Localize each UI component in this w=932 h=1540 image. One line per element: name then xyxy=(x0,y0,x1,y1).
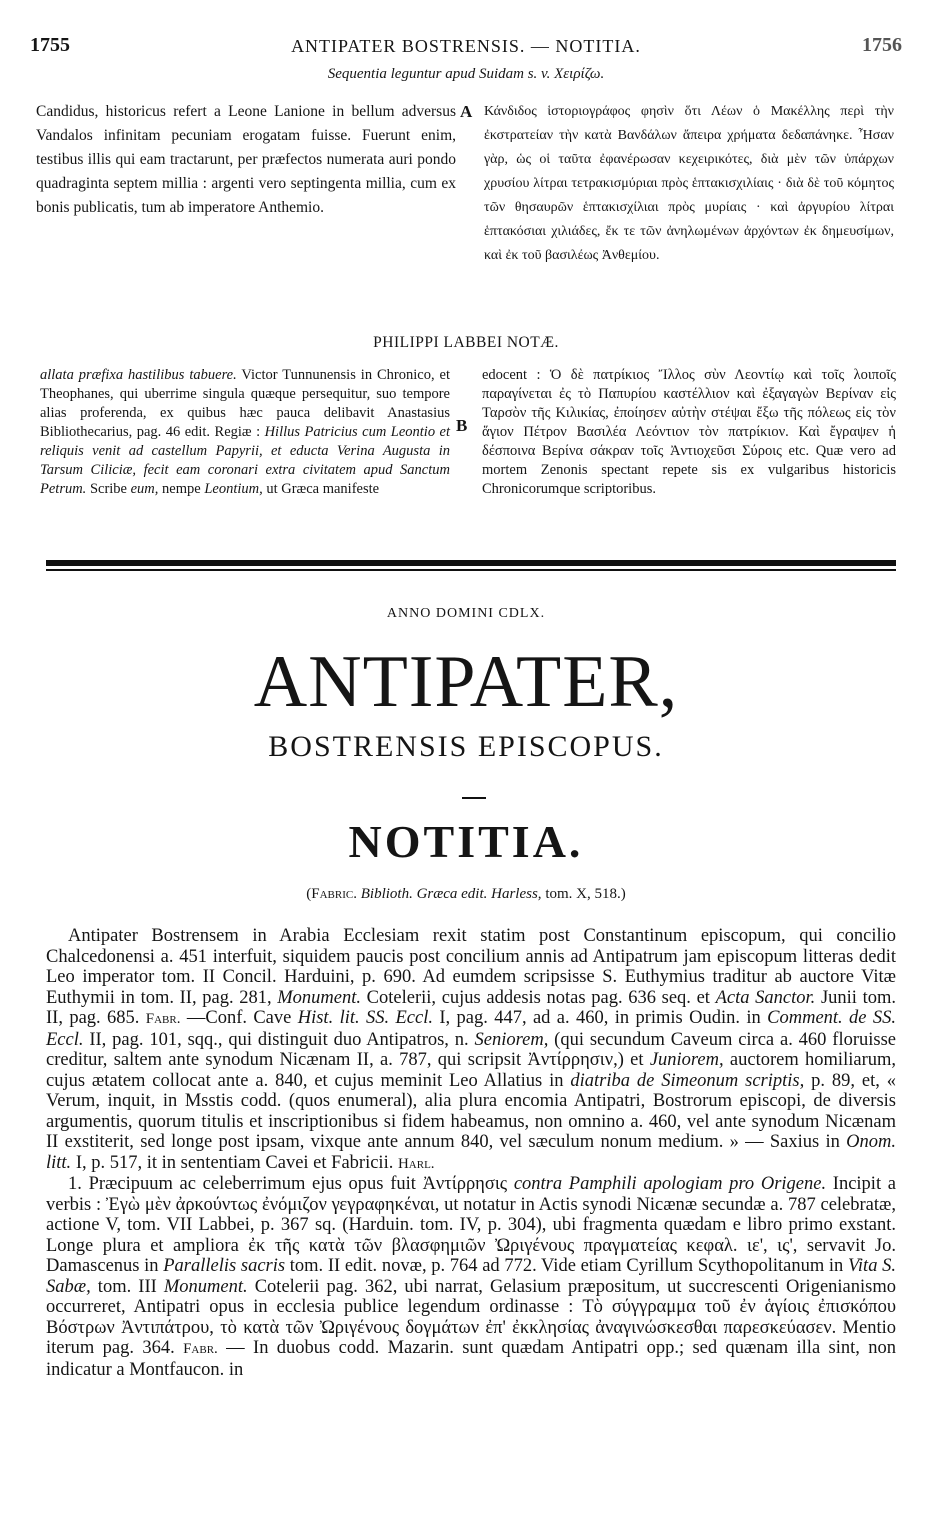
text-run: ut Græca manifeste xyxy=(262,481,380,497)
text-run: p. 89, et, « Verum, inquit, in Msstis codd. (quos enumeral), alia plura encomia Antipatri, Bostrorum episcopi, de diversis argumentis, quorum titulis et inscriptionibus si fidem habeamus, non omnino a. 460, vel ante synodum Nicænam II exstiterit, sed longe post ipsam, vixque ante annum 840, vel sæculum nonum medium. » — Saxius in xyxy=(46,1070,896,1152)
subtitle: BOSTRENSIS EPISCOPUS. xyxy=(268,730,664,763)
notes-right-column: edocent : Ὁ δὲ πατρίκιος Ἴλλος σὺν Λεοντίῳ καὶ τοῖς λοιποῖς παραγίνεται ἐς τὸ Παπυρίου καστέλλιον καὶ ἐξαγαγὼν Βερίναν εἰς Ταρσὸν τῆς Κιλικίας, ἐποίησεν αὐτὴν στέψαι ἔξω τῆς πόλεως εἰς τὸν ἅγιον Πέτρον Βασιλέα Λεόντιον τὸν πατρίκιον. Καὶ ἔγραψεν ἡ δέσποινα Βερίνα σάκραν τοῖς Ἀντιοχεῦσι Σύροις etc. Quæ vero ad mortem Zenonis spectant repete sis ex vulgaribus historicis Chronicorumque scriptoribus. xyxy=(482,367,896,497)
smallcaps-run: Fabr. xyxy=(183,1341,218,1357)
italic-run: Monument. xyxy=(277,987,362,1008)
main-body-text xyxy=(46,926,896,1380)
italic-run: Biblioth. Græca edit. Harless, xyxy=(356,886,542,902)
body-paragraph xyxy=(46,1174,896,1380)
italic-run: Hillus Patricius cum Leontio et reliquis venit ad castellum Papyrii, et educta Verina Augusta in Tarsum Ciliciæ, fecit eam coronari extra civitatem apud Sanctum Petrum. xyxy=(40,424,451,497)
running-header xyxy=(30,34,902,60)
running-subheading: Sequentia leguntur apud Suidam s. v. Χειρίζω. xyxy=(327,66,605,82)
greek-column-top: Κάνδιδος ἱστοριογράφος φησὶν ὅτι Λέων ὁ Μακέλλης περὶ τὴν ἐκστρατείαν τὴν κατὰ Βανδάλων ἄπειρα χρήματα δεδαπάνηκε. Ἦσαν γὰρ, ὡς οἱ ταῦτα ἐφανέρωσαν κεχειρικότες, διὰ μὲν τῶν ὑπάρχων χρυσίου λίτραι τετρακισμύριαι πρὸς ἑπτακισχιλίαις · διὰ δὲ τοῦ κόμητος τῶν θησαυρῶν ἑπτακισχίλιαι πρὸς μυρίαις · καὶ ἀργυρίου λίτραι ἑπτακόσιαι χιλιάδες, ἔκ τε τῶν ἀνηλωμένων ἀρχόντων ἐκ δημευσίμων, καὶ ἐκ τοῦ βασιλέως Ἀνθεμίου. xyxy=(484,104,894,263)
running-title: ANTIPATER BOSTRENSIS. — NOTITIA. xyxy=(291,36,641,56)
latin-column-top: Candidus, historicus refert a Leone Lanione in bellum adversus Vandalos infinitam pecuniam erogatam fuisse. Fuerunt enim, testibus illis qui eam tractarunt, per præfectos numerata auri pondo quadraginta septem millia : argenti vero septingenta millia, cum ex bonis publicatis, tum ab imperatore Anthemio. xyxy=(36,103,456,216)
italic-run: Comment. de SS. Eccl. xyxy=(46,1008,896,1050)
italic-run: eum, xyxy=(130,481,159,497)
text-run: — In duobus codd. Mazarin. sunt quædam Antipatri opp.; sed quænam illa sint, non indicatur a Montfaucon. in xyxy=(46,1338,896,1380)
italic-run: Leontium, xyxy=(204,481,263,497)
text-run: nempe xyxy=(158,481,205,497)
text-run: Antipater Bostrensem in Arabia Ecclesiam rexit statim post Constantinum episcopum, qui concilio Chalcedonensi a. 451 interfuit, siquidem paucis post concilium annis ad Antipatrum jam episcopum litteras dedit Leo imperator tom. II Concil. Harduini, p. 690. Ad eumdem scripsisse S. Euthymius traditur ab auctore Vitæ Euthymii in tom. II, pag. 281, xyxy=(46,926,896,1008)
page-number-right: 1756 xyxy=(862,34,902,56)
year-line: ANNO DOMINI CDLX. xyxy=(386,606,546,621)
text-run: auctorem homiliarum, cujus ætatem collocat ante a. 840, et cujus meminit Leo Allatius in xyxy=(46,1050,896,1091)
italic-run: Onom. litt. xyxy=(46,1132,896,1173)
text-run: 1. Præcipuum ac celeberrimum ejus opus fuit Ἀντίρρησις xyxy=(68,1174,514,1194)
italic-run: allata præfixa hastilibus tabuere. xyxy=(40,367,237,383)
smallcaps-run: Fabr. xyxy=(145,1011,181,1027)
italic-run: Monument. xyxy=(163,1276,248,1297)
column-marker-a: A xyxy=(460,102,473,121)
text-run: tom. III xyxy=(90,1276,164,1297)
italic-run: Hist. lit. SS. Eccl. xyxy=(297,1008,433,1028)
text-run: Victor Tunnunensis in Chronico, et Theophanes, qui uberrime singula quæque persequitur, suo tempore alias proferenda, ex quibus hæc pauca delibavit Anastasius Bibliothecarius, pag. 46 edit. Regiæ : xyxy=(40,367,450,440)
notes-left-column xyxy=(40,366,450,499)
italic-run: Acta Sanctor. xyxy=(715,987,816,1008)
column-marker-b: B xyxy=(456,416,468,435)
text-run: Junii tom. II, pag. 685. xyxy=(46,987,896,1028)
body-paragraph xyxy=(46,926,896,1174)
text-run: Incipit a verbis : Ἐγὼ μὲν ἀρκούντως ἐνόμιζον γεγραφηκέναι, ut notatur in Actis synodi Nicænæ secundæ a. 787 celebratæ, actione V, tom. VII Labbei, p. 367 sq. (Harduin. tom. IV, p. 304), ubi fragmenta quædam e libro primo exstant. Longe plura et ampliora ἐκ τῆς κατὰ τῶν βλασφημιῶν Ὠριγένους πραγματείας κεφαλ. ιε', ις', servavit Jo. Damascenus in xyxy=(46,1174,896,1276)
text-run: Cotelerii, cujus addesis notas pag. 636 seq. et xyxy=(361,987,716,1008)
text-run: (qui secundum Caveum circa a. 460 floruisse creditur, saltem ante synodum Nicænam II, a. 787, qui scripsit Ἀντίρρησιν,) et xyxy=(46,1029,896,1070)
page-number-left: 1755 xyxy=(30,34,70,56)
italic-run: diatriba de Simeonum scriptis, xyxy=(570,1070,805,1091)
text-run: I, p. 517, it in sententiam Cavei et Fabricii. xyxy=(71,1152,398,1173)
text-run: tom. X, 518.) xyxy=(541,886,626,902)
text-run: ( xyxy=(306,886,312,902)
section-divider-heavy xyxy=(46,560,896,566)
source-citation xyxy=(0,886,932,903)
italic-run: Seniorem, xyxy=(474,1029,549,1050)
text-run: II, pag. 101, sqq., qui distinguit duo Antipatros, n. xyxy=(83,1029,475,1050)
text-run: Cotelerii pag. 362, ubi narrat, Gelasium præpositum, ut succrescenti Origenianismo occurreret, Antipatri opus in ecclesia publice legendum ordinasse : Τὸ σύγγραμμα τοῦ ἐν ἁγίοις ἐπισκόπου Βόστρων Ἀντιπάτρου, τὸ κατὰ τῶν Ὠριγένους δογμάτων ἐπ' ἐκκλησίας ἀναγινώσκεσθαι παρεσκεύασεν. Mentio iterum pag. 364. xyxy=(46,1276,896,1358)
section-divider-thin xyxy=(46,569,896,571)
notes-heading: PHILIPPI LABBEI NOTÆ. xyxy=(373,334,559,351)
text-run: —Conf. Cave xyxy=(180,1008,298,1028)
smallcaps-run: Fabric. xyxy=(311,886,357,902)
notitia-heading: NOTITIA. xyxy=(348,816,584,867)
text-run: Scribe xyxy=(86,481,131,497)
main-title: ANTIPATER, xyxy=(253,641,679,723)
italic-run: Juniorem, xyxy=(649,1050,724,1070)
italic-run: contra Pamphili apologiam pro Origene. xyxy=(513,1174,827,1194)
italic-run: Vita S. Sabæ, xyxy=(46,1256,896,1297)
italic-run: Parallelis sacris xyxy=(163,1256,286,1276)
smallcaps-run: Harl. xyxy=(397,1155,435,1172)
text-run: tom. II edit. novæ, p. 764 ad 772. Vide etiam Cyrillum Scythopolitanum in xyxy=(285,1256,848,1276)
text-run: I, pag. 447, ad a. 460, in primis Oudin. in xyxy=(432,1008,768,1028)
title-dash xyxy=(462,797,486,799)
